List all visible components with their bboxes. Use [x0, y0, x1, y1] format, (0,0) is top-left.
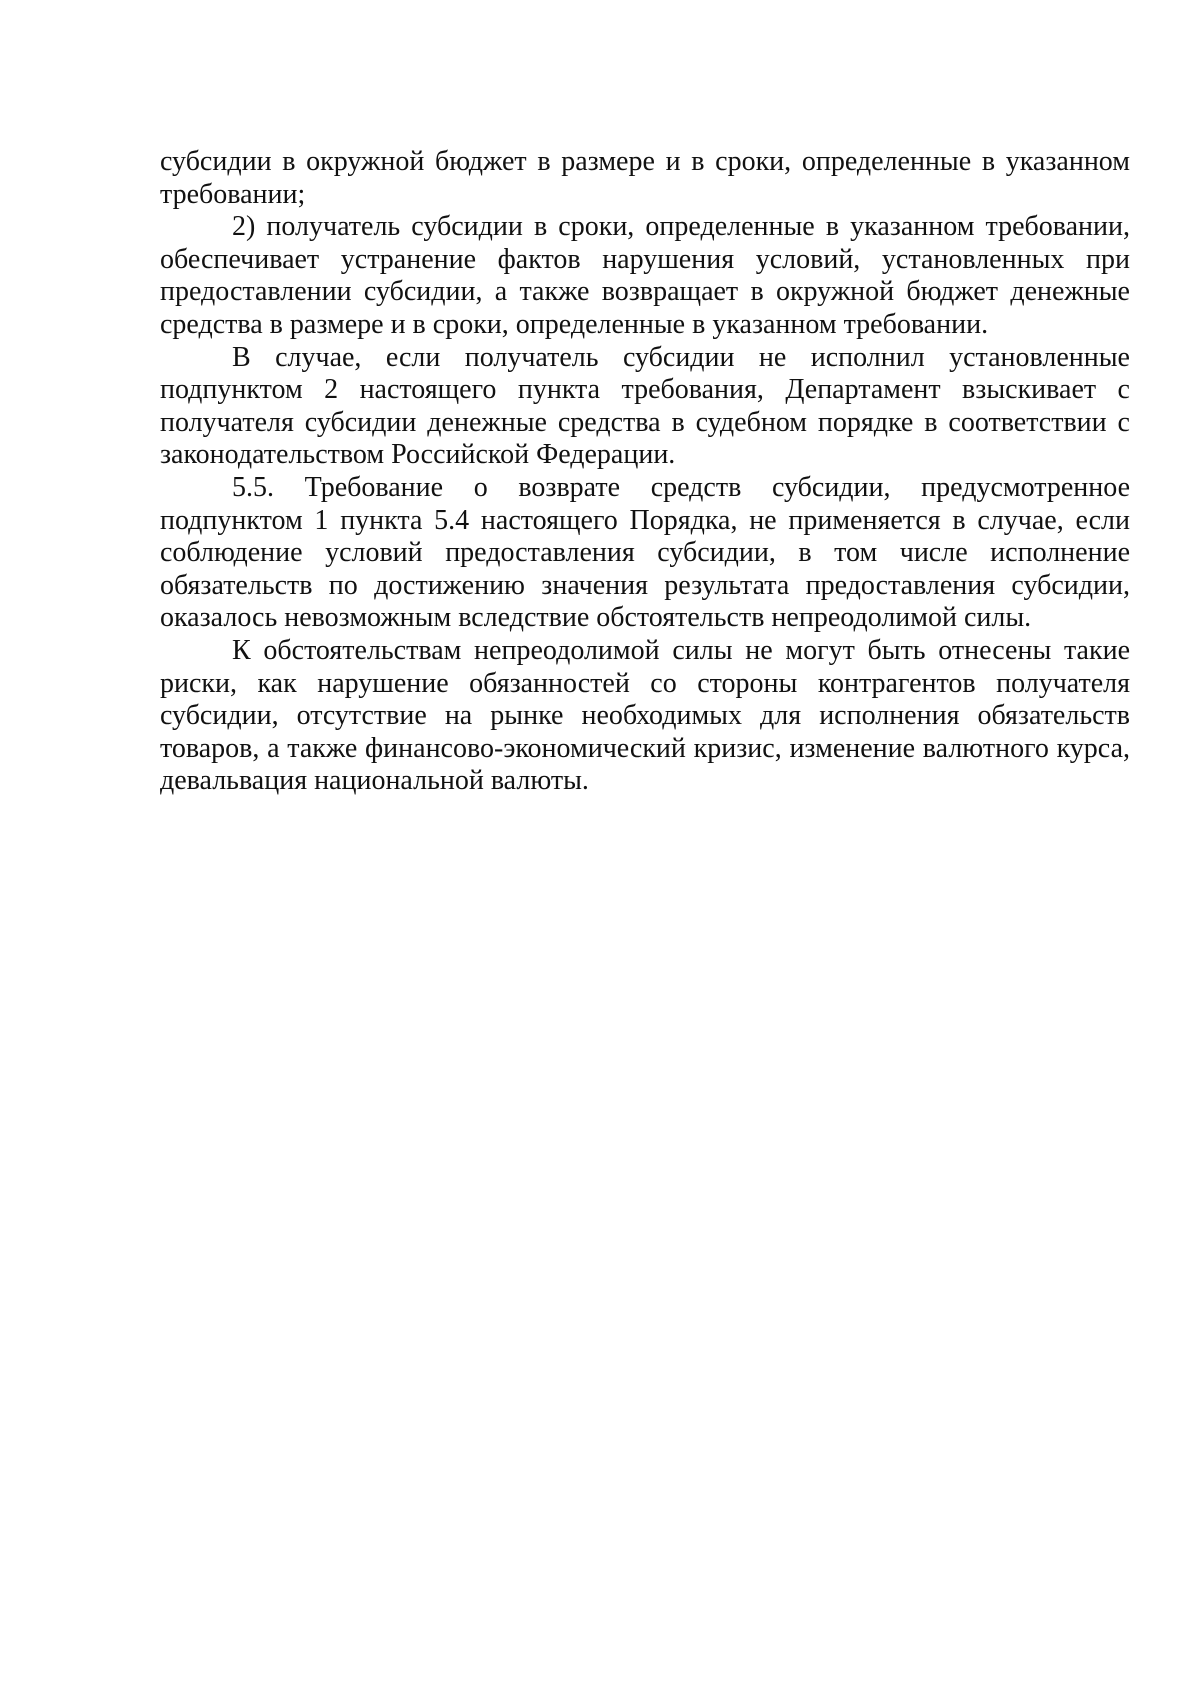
paragraph-5-5: 5.5. Требование о возврате средств субсидии, предусмотренное подпунктом 1 пункта 5.4 настоящего Порядка, не применяется в случае, если соблюдение условий предоставления субсидии, в том числе исполнение обязательств по достижению значения результата предоставления субсидии, оказалось невозможным вследствие обстоятельств непреодолимой силы. — [160, 471, 1130, 634]
document-page — [160, 146, 1130, 798]
paragraph-court-recovery: В случае, если получатель субсидии не исполнил установленные подпунктом 2 настоящего пункта требования, Департамент взыскивает с получателя субсидии денежные средства в судебном порядке в соответствии с законодательством Российской Федерации. — [160, 341, 1130, 471]
paragraph-continuation: субсидии в окружной бюджет в размере и в сроки, определенные в указанном требовании; — [160, 146, 1130, 210]
paragraph-item-2: 2) получатель субсидии в сроки, определенные в указанном требовании, обеспечивает устранение фактов нарушения условий, установленных при предоставлении субсидии, а также возвращает в окружной бюджет денежные средства в размере и в сроки, определенные в указанном требовании. — [160, 211, 1130, 340]
paragraph-force-majeure: К обстоятельствам непреодолимой силы не могут быть отнесены такие риски, как нарушение обязанностей со стороны контрагентов получателя субсидии, отсутствие на рынке необходимых для исполнения обязательств товаров, а также финансово-экономический кризис, изменение валютного курса, девальвация национальной валюты. — [160, 634, 1130, 797]
